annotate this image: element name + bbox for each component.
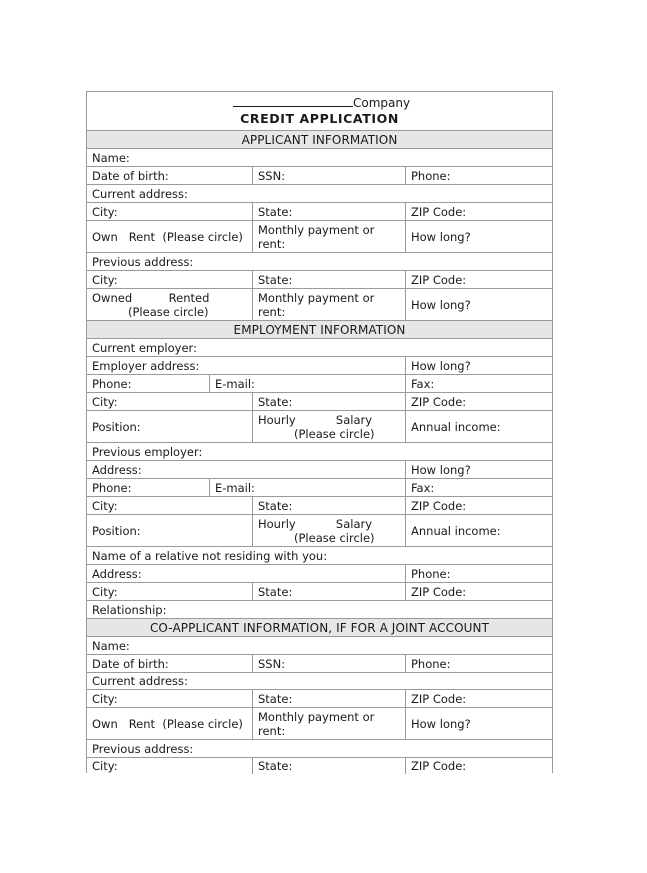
credit-application-form (86, 91, 553, 773)
field-row-city[interactable] (87, 202, 552, 220)
company-blank[interactable] (233, 97, 353, 107)
prev-monthly-line1: Monthly payment or (258, 290, 375, 305)
section-header-coapplicant (87, 618, 552, 636)
relative-address-label: Address: (92, 566, 142, 581)
prev-city-label: City: (92, 272, 118, 287)
field-row-prev-emp-position[interactable] (87, 514, 552, 546)
field-row-current-address[interactable] (87, 184, 552, 202)
field-row-co-current-address[interactable] (87, 672, 552, 689)
prev-state-label: State: (252, 271, 405, 288)
field-row-emp-position[interactable] (87, 410, 552, 442)
prev-emp-position-label: Position: (92, 523, 141, 538)
field-row-employer-address[interactable] (87, 356, 552, 374)
annual-income-label: Annual income: (405, 411, 552, 442)
field-row-co-previous-address[interactable] (87, 739, 552, 757)
previous-address-label: Previous address: (92, 254, 194, 269)
relative-state-label: State: (252, 583, 405, 600)
prev-hourly-salary-label (252, 515, 405, 546)
own-rent-label: Own Rent (Please circle) (92, 229, 243, 244)
prev-annual-income-label: Annual income: (405, 515, 552, 546)
owned-rented-line1: Owned Rented (92, 290, 210, 305)
form-header (87, 92, 552, 130)
state-label: State: (252, 203, 405, 220)
zip-label: ZIP Code: (405, 203, 552, 220)
emp-state-label: State: (252, 393, 405, 410)
section-header-applicant (87, 130, 552, 148)
field-row-co-city[interactable] (87, 689, 552, 707)
field-row-prev-emp-address[interactable] (87, 460, 552, 478)
relative-zip-label: ZIP Code: (405, 583, 552, 600)
field-row-current-employer[interactable] (87, 338, 552, 356)
monthly-line2: rent: (258, 236, 286, 251)
co-current-address-label: Current address: (92, 674, 188, 688)
prev-monthly-line2: rent: (258, 304, 286, 319)
employer-address-label: Employer address: (92, 358, 200, 373)
current-address-label: Current address: (92, 186, 188, 201)
field-row-co-dob[interactable] (87, 654, 552, 672)
section-header-employment (87, 320, 552, 338)
co-previous-address-label: Previous address: (92, 741, 194, 756)
co-phone-label: Phone: (405, 655, 552, 672)
relative-phone-label: Phone: (405, 565, 552, 582)
prev-emp-how-long-label: How long? (405, 461, 552, 478)
owned-rented-label (87, 289, 252, 320)
emp-zip-label: ZIP Code: (405, 393, 552, 410)
field-row-relationship[interactable] (87, 600, 552, 618)
co-monthly-line2: rent: (258, 723, 286, 738)
hourly-salary-label (252, 411, 405, 442)
relationship-label: Relationship: (92, 602, 167, 617)
field-row-emp-city[interactable] (87, 392, 552, 410)
co-monthly-payment-label (252, 708, 405, 739)
field-row-emp-phone[interactable] (87, 374, 552, 392)
co-prev-zip-label: ZIP Code: (405, 758, 552, 774)
co-monthly-line1: Monthly payment or (258, 709, 375, 724)
emp-fax-label: Fax: (405, 375, 552, 392)
how-long-label: How long? (405, 221, 552, 252)
section-title: CO-APPLICANT INFORMATION, IF FOR A JOINT ACCOUNT (149, 620, 490, 635)
prev-hourly-salary-line1: Hourly Salary (258, 516, 373, 531)
relative-name-label: Name of a relative not residing with you: (92, 548, 328, 563)
company-label: Company (353, 96, 411, 110)
co-name-label: Name: (92, 638, 130, 653)
prev-zip-label: ZIP Code: (405, 271, 552, 288)
owned-rented-line2: (Please circle) (128, 304, 209, 319)
phone-label: Phone: (405, 167, 552, 184)
co-city-label: City: (92, 691, 118, 706)
field-row-prev-city[interactable] (87, 270, 552, 288)
monthly-payment-label (252, 221, 405, 252)
field-row-co-prev-city[interactable] (87, 757, 552, 774)
prev-how-long-label: How long? (405, 289, 552, 320)
prev-emp-phone-label: Phone: (92, 480, 132, 495)
prev-monthly-payment-label (252, 289, 405, 320)
prev-emp-email-label: E-mail: (209, 479, 405, 496)
prev-hourly-salary-line2: (Please circle) (294, 530, 375, 545)
ssn-label: SSN: (252, 167, 405, 184)
hourly-salary-line1: Hourly Salary (258, 412, 373, 427)
current-employer-label: Current employer: (92, 340, 197, 355)
field-row-previous-address[interactable] (87, 252, 552, 270)
co-own-rent-label: Own Rent (Please circle) (92, 716, 243, 731)
field-row-previous-employer[interactable] (87, 442, 552, 460)
co-zip-label: ZIP Code: (405, 690, 552, 707)
emp-position-label: Position: (92, 419, 141, 434)
field-row-co-name[interactable] (87, 636, 552, 654)
prev-emp-zip-label: ZIP Code: (405, 497, 552, 514)
co-ssn-label: SSN: (252, 655, 405, 672)
field-row-name[interactable] (87, 148, 552, 166)
monthly-line1: Monthly payment or (258, 222, 375, 237)
emp-how-long-label: How long? (405, 357, 552, 374)
prev-emp-state-label: State: (252, 497, 405, 514)
field-row-prev-emp-phone[interactable] (87, 478, 552, 496)
name-label: Name: (92, 150, 130, 165)
emp-phone-label: Phone: (92, 376, 132, 391)
prev-emp-fax-label: Fax: (405, 479, 552, 496)
field-row-own-rent[interactable] (87, 220, 552, 252)
relative-city-label: City: (92, 584, 118, 599)
field-row-owned-rented[interactable] (87, 288, 552, 320)
emp-email-label: E-mail: (209, 375, 405, 392)
form-title: CREDIT APPLICATION (240, 111, 399, 126)
field-row-relative-name[interactable] (87, 546, 552, 564)
field-row-relative-city[interactable] (87, 582, 552, 600)
emp-city-label: City: (92, 394, 118, 409)
field-row-dob[interactable] (87, 166, 552, 184)
co-dob-label: Date of birth: (92, 656, 169, 671)
city-label: City: (92, 204, 118, 219)
field-row-co-own-rent[interactable] (87, 707, 552, 739)
co-state-label: State: (252, 690, 405, 707)
co-how-long-label: How long? (405, 708, 552, 739)
field-row-prev-emp-city[interactable] (87, 496, 552, 514)
co-prev-city-label: City: (92, 759, 118, 773)
prev-emp-city-label: City: (92, 498, 118, 513)
previous-employer-label: Previous employer: (92, 444, 203, 459)
section-title: APPLICANT INFORMATION (241, 132, 398, 147)
field-row-relative-address[interactable] (87, 564, 552, 582)
co-prev-state-label: State: (252, 758, 405, 774)
prev-emp-address-label: Address: (92, 462, 142, 477)
company-line (233, 96, 410, 110)
hourly-salary-line2: (Please circle) (294, 426, 375, 441)
dob-label: Date of birth: (92, 168, 169, 183)
section-title: EMPLOYMENT INFORMATION (233, 322, 406, 337)
